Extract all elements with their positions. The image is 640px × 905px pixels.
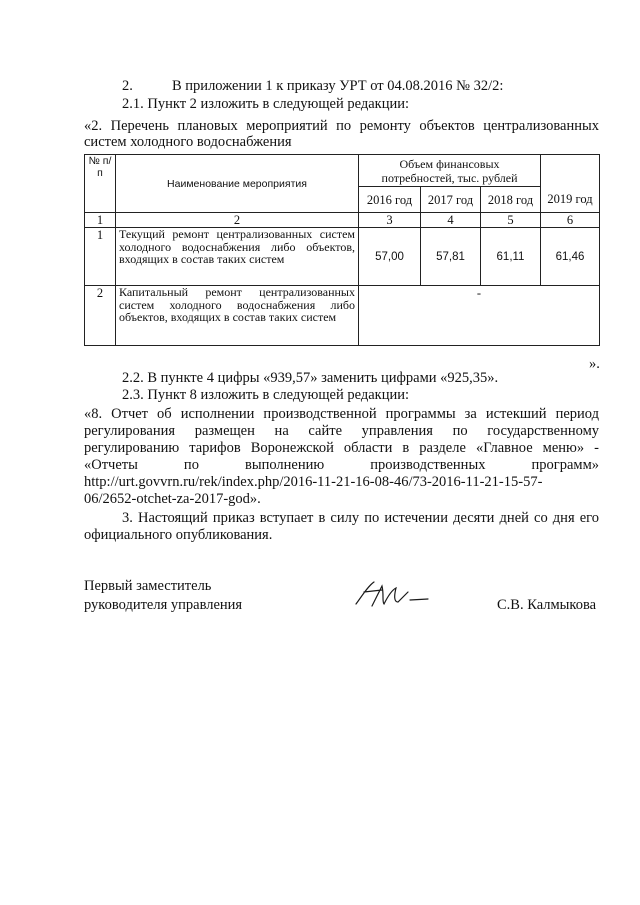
- item-2-1-quote-line-2: систем холодного водоснабжения: [84, 134, 292, 150]
- row-1-value-2016: 57,00: [359, 228, 421, 286]
- item-2-3-line-2: регулирования размещен на сайте управления по государственному: [84, 423, 599, 439]
- header-year-2017: 2017 год: [421, 187, 481, 213]
- row-1-value-2019: 61,46: [541, 228, 600, 286]
- row-1-number: 1: [85, 228, 116, 286]
- col-num-6: 6: [541, 213, 600, 228]
- item-3-line-2: официального опубликования.: [84, 527, 273, 543]
- row-1-name: Текущий ремонт централизованных систем холодного водоснабжения либо объектов, входящих в состав таких систем: [116, 228, 359, 286]
- item-2-1-quote-line-1: «2. Перечень плановых мероприятий по ремонту объектов централизованных: [84, 118, 599, 134]
- header-number: № п/п: [85, 155, 116, 213]
- item-2-text: В приложении 1 к приказу УРТ от 04.08.2016 № 32/2:: [172, 78, 504, 94]
- item-2-3-url-line: http://urt.govvrn.ru/rek/index.php/2016-11-21-16-08-46/73-2016-11-21-15-57-: [84, 474, 543, 490]
- col-num-5: 5: [481, 213, 541, 228]
- header-activity-name: Наименование мероприятия: [116, 155, 359, 213]
- signer-name: С.В. Калмыкова: [497, 597, 597, 613]
- signer-position-line-2: руководителя управления: [84, 597, 243, 613]
- item-2-number: 2.: [122, 78, 133, 94]
- col-num-2: 2: [116, 213, 359, 228]
- signer-position-line-1: Первый заместитель: [84, 578, 212, 594]
- plan-table: [84, 154, 600, 346]
- item-2-3-url-end: 06/2652-otchet-za-2017-god».: [84, 491, 261, 507]
- col-num-4: 4: [421, 213, 481, 228]
- item-2-3-line-4: «Отчеты по выполнению производственных программ»: [84, 457, 599, 473]
- item-3-line-1: 3. Настоящий приказ вступает в силу по истечении десяти дней со дня его: [122, 510, 599, 526]
- row-2-number: 2: [85, 286, 116, 346]
- row-2-merged-value: -: [359, 286, 600, 346]
- col-num-1: 1: [85, 213, 116, 228]
- row-1-value-2017: 57,81: [421, 228, 481, 286]
- header-year-2019: 2019 год: [541, 187, 600, 213]
- item-2-3-line-1: «8. Отчет об исполнении производственной программы за истекший период: [84, 406, 599, 422]
- header-year-2018: 2018 год: [481, 187, 541, 213]
- item-2-3-text: 2.3. Пункт 8 изложить в следующей редакции:: [122, 387, 410, 403]
- row-1-value-2018: 61,11: [481, 228, 541, 286]
- table-closing-quote: ».: [589, 356, 600, 372]
- item-2-1-text: 2.1. Пункт 2 изложить в следующей редакции:: [122, 96, 410, 112]
- item-2-2-text: 2.2. В пункте 4 цифры «939,57» заменить цифрами «925,35».: [122, 370, 499, 386]
- row-2-name: Капитальный ремонт централизованных систем холодного водоснабжения либо объектов, входящих в состав таких систем: [116, 286, 359, 346]
- item-2-3-line-3: регулированию тарифов Воронежской области в разделе «Главное меню» -: [84, 440, 599, 456]
- table-row: [85, 228, 600, 286]
- table-header-row: [85, 155, 600, 187]
- table-row: [85, 286, 600, 346]
- header-empty-cell: [541, 155, 600, 187]
- handwritten-signature: [352, 578, 432, 612]
- header-year-2016: 2016 год: [359, 187, 421, 213]
- table-column-numbers-row: [85, 213, 600, 228]
- header-financial-volume: Объем финансовых потребностей, тыс. рублей: [359, 155, 541, 187]
- col-num-3: 3: [359, 213, 421, 228]
